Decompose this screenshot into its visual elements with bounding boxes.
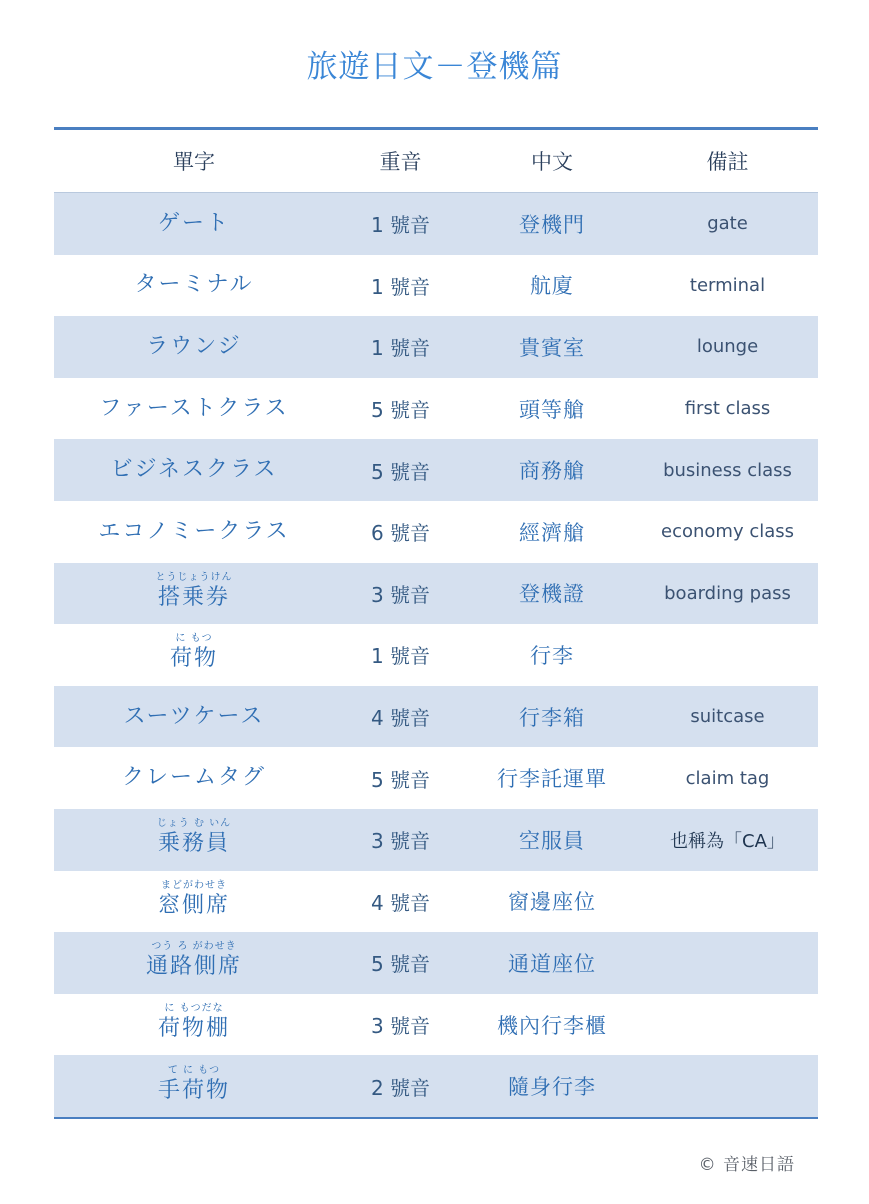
word-cell xyxy=(54,763,334,793)
note-cell: terminal xyxy=(689,274,766,296)
note-cell: business class xyxy=(663,459,792,481)
note-cell: claim tag xyxy=(685,767,770,789)
japanese-word: ターミナル xyxy=(134,272,254,298)
header-word: 單字 xyxy=(173,150,215,174)
meaning-cell: 登機證 xyxy=(519,582,585,607)
header-note: 備註 xyxy=(706,150,749,174)
word-cell xyxy=(54,1005,334,1044)
accent-cell: 6 號音 xyxy=(370,521,431,546)
furigana-reading: じょう む いん xyxy=(156,818,232,830)
note-cell: lounge xyxy=(696,336,759,358)
page-title: 旅遊日文－登機篇 xyxy=(306,49,563,85)
table-row xyxy=(54,686,818,748)
table-row xyxy=(54,932,818,994)
table-body xyxy=(54,193,818,1117)
meaning-cell: 頭等艙 xyxy=(519,397,585,422)
furigana-reading: まどがわせき xyxy=(161,879,227,891)
accent-cell: 1 號音 xyxy=(370,274,431,299)
accent-cell: 3 號音 xyxy=(370,1014,431,1039)
japanese-word: 乗務員 xyxy=(157,831,230,857)
word-cell xyxy=(54,820,334,859)
meaning-cell: 貴賓室 xyxy=(519,335,585,360)
table-row xyxy=(54,747,818,809)
word-cell xyxy=(54,702,334,732)
meaning-cell: 窗邊座位 xyxy=(508,890,596,915)
word-cell xyxy=(54,943,334,982)
word-with-reading xyxy=(54,879,334,921)
table-row xyxy=(54,1055,818,1117)
table-row xyxy=(54,378,818,440)
accent-cell: 5 號音 xyxy=(370,767,431,792)
word-with-reading xyxy=(54,635,334,674)
word-with-reading xyxy=(54,517,334,547)
accent-cell: 5 號音 xyxy=(370,952,431,977)
word-with-reading xyxy=(54,702,334,732)
word-with-reading xyxy=(54,571,334,613)
japanese-word: ラウンジ xyxy=(146,333,242,359)
furigana-reading: つう ろ がわせき xyxy=(151,941,237,953)
note-cell: boarding pass xyxy=(664,582,791,604)
meaning-cell: 航廈 xyxy=(530,274,574,299)
furigana-reading: に もつ xyxy=(175,633,213,645)
accent-cell: 5 號音 xyxy=(370,459,431,484)
word-cell xyxy=(54,455,334,485)
table-row xyxy=(54,439,818,501)
meaning-cell: 經濟艙 xyxy=(519,520,585,545)
japanese-word: クレームタグ xyxy=(121,765,266,791)
word-cell xyxy=(54,209,334,239)
word-with-reading xyxy=(54,943,334,982)
word-with-reading xyxy=(54,270,334,300)
accent-cell: 3 號音 xyxy=(370,829,431,854)
japanese-word: ファーストクラス xyxy=(99,395,289,421)
note-cell: 也稱為「CA」 xyxy=(670,830,785,852)
accent-cell: 4 號音 xyxy=(370,890,431,915)
furigana-reading: て に もつ xyxy=(167,1064,221,1076)
japanese-word: エコノミークラス xyxy=(98,518,290,544)
meaning-cell: 行李箱 xyxy=(519,705,585,730)
word-with-reading xyxy=(54,1064,334,1106)
meaning-cell: 行李 xyxy=(530,643,574,668)
table-row xyxy=(54,316,818,378)
word-with-reading xyxy=(54,763,334,793)
word-with-reading xyxy=(54,394,334,424)
accent-cell: 1 號音 xyxy=(370,336,431,361)
word-cell xyxy=(54,635,334,674)
note-cell: suitcase xyxy=(690,706,765,728)
word-cell xyxy=(54,517,334,547)
word-with-reading xyxy=(54,209,334,239)
word-with-reading xyxy=(54,1005,334,1044)
word-cell xyxy=(54,332,334,362)
japanese-word: 荷物 xyxy=(169,646,218,672)
accent-cell: 4 號音 xyxy=(370,706,431,731)
furigana-reading: に もつだな xyxy=(164,1003,224,1015)
japanese-word: 手荷物 xyxy=(157,1077,230,1103)
accent-cell: 2 號音 xyxy=(370,1075,431,1100)
accent-cell: 1 號音 xyxy=(370,644,431,669)
accent-cell: 1 號音 xyxy=(370,213,431,238)
word-cell xyxy=(54,394,334,424)
japanese-word: 通路側席 xyxy=(145,954,242,980)
header-meaning: 中文 xyxy=(531,150,573,174)
word-cell xyxy=(54,571,334,613)
word-with-reading xyxy=(54,820,334,859)
japanese-word: 荷物棚 xyxy=(157,1016,230,1042)
meaning-cell: 行李託運單 xyxy=(497,767,607,792)
meaning-cell: 商務艙 xyxy=(519,459,585,484)
header-accent: 重音 xyxy=(379,150,422,174)
table-row xyxy=(54,624,818,686)
meaning-cell: 登機門 xyxy=(519,212,585,237)
word-cell xyxy=(54,1064,334,1106)
note-cell: gate xyxy=(707,213,748,235)
word-with-reading xyxy=(54,455,334,485)
meaning-cell: 隨身行李 xyxy=(508,1075,596,1100)
furigana-reading: とうじょうけん xyxy=(155,571,233,583)
accent-cell: 5 號音 xyxy=(370,398,431,423)
accent-cell: 3 號音 xyxy=(370,582,431,607)
meaning-cell: 空服員 xyxy=(519,828,585,853)
japanese-word: スーツケース xyxy=(123,703,265,729)
vocabulary-table xyxy=(54,127,818,1119)
table-header-row xyxy=(54,130,818,193)
word-cell xyxy=(54,879,334,921)
table-row xyxy=(54,255,818,317)
japanese-word: 窓側席 xyxy=(157,892,230,918)
table-row xyxy=(54,809,818,871)
japanese-word: ビジネスクラス xyxy=(110,457,278,483)
japanese-word: 搭乗券 xyxy=(157,584,230,610)
copyright-credit: © 音速日語 xyxy=(698,1155,795,1175)
meaning-cell: 機內行李櫃 xyxy=(497,1013,607,1038)
table-row xyxy=(54,563,818,625)
table-row xyxy=(54,871,818,933)
meaning-cell: 通道座位 xyxy=(508,951,596,976)
word-cell xyxy=(54,270,334,300)
note-cell: first class xyxy=(684,398,771,420)
note-cell: economy class xyxy=(661,521,794,543)
japanese-word: ゲート xyxy=(157,210,230,236)
table-row xyxy=(54,193,818,255)
word-with-reading xyxy=(54,332,334,362)
table-row xyxy=(54,994,818,1056)
table-row xyxy=(54,501,818,563)
